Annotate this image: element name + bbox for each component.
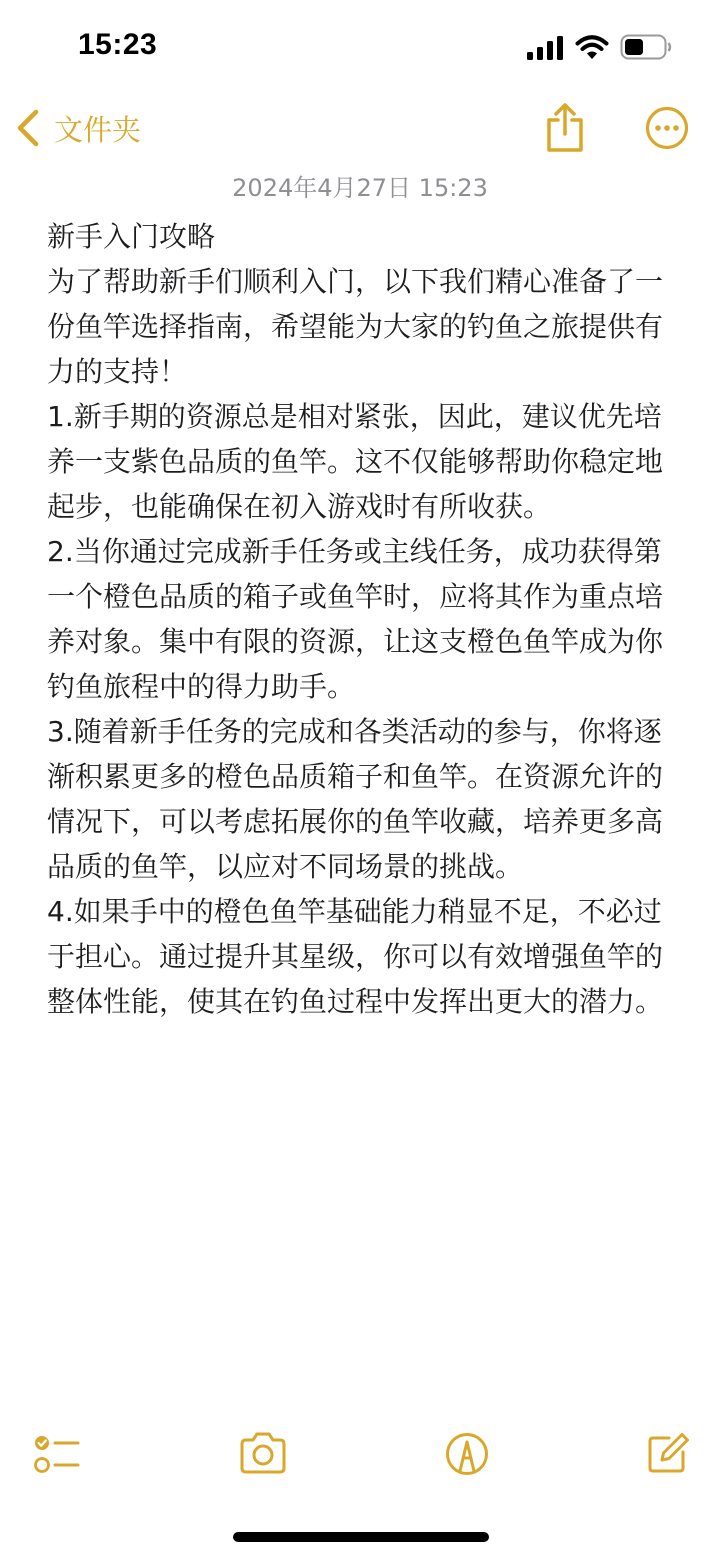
camera-button[interactable]	[238, 1430, 288, 1476]
note-paragraph: 2.当你通过完成新手任务或主线任务，成功获得第一个橙色品质的箱子或鱼竿时，应将其作为重点培养对象。集中有限的资源，让这支橙色鱼竿成为你钓鱼旅程中的得力助手。	[47, 535, 664, 703]
back-label: 文件夹	[54, 112, 142, 147]
status-bar	[0, 0, 720, 96]
note-body[interactable]	[47, 214, 667, 1024]
note-title: 新手入门攻略	[47, 220, 216, 253]
note-paragraph: 1.新手期的资源总是相对紧张，因此，建议优先培养一支紫色品质的鱼竿。这不仅能够帮助你稳定地起步，也能确保在初入游戏时有所收获。	[47, 400, 664, 523]
note-paragraph: 3.随着新手任务的完成和各类活动的参与，你将逐渐积累更多的橙色品质箱子和鱼竿。在资源允许的情况下，可以考虑拓展你的鱼竿收藏，培养更多高品质的鱼竿，以应对不同场景的挑战。	[47, 715, 664, 883]
more-icon[interactable]	[645, 106, 689, 150]
compose-button[interactable]	[645, 1430, 691, 1476]
markup-icon	[444, 1430, 490, 1476]
camera-icon	[238, 1430, 288, 1476]
checklist-button[interactable]	[33, 1430, 81, 1478]
note-paragraph: 4.如果手中的橙色鱼竿基础能力稍显不足，不必过于担心。通过提升其星级，你可以有效增强鱼竿的整体性能，使其在钓鱼过程中发挥出更大的潜力。	[47, 895, 664, 1018]
signal-icon	[527, 36, 563, 60]
note-date: 2024年4月27日 15:23	[232, 174, 488, 202]
back-button[interactable]	[14, 102, 141, 154]
compose-icon	[645, 1430, 691, 1476]
bottom-toolbar	[0, 1424, 720, 1488]
note-paragraph: 为了帮助新手们顺利入门，以下我们精心准备了一份鱼竿选择指南，希望能为大家的钓鱼之旅提供有力的支持！	[47, 265, 664, 388]
status-time: 15:23	[78, 28, 158, 61]
wifi-icon	[575, 34, 609, 60]
share-icon[interactable]	[543, 102, 587, 154]
battery-icon	[620, 34, 672, 60]
home-indicator[interactable]	[233, 1532, 489, 1542]
checklist-icon	[33, 1430, 81, 1478]
chevron-left-icon	[14, 108, 42, 148]
markup-button[interactable]	[444, 1430, 490, 1476]
nav-bar	[0, 96, 720, 160]
